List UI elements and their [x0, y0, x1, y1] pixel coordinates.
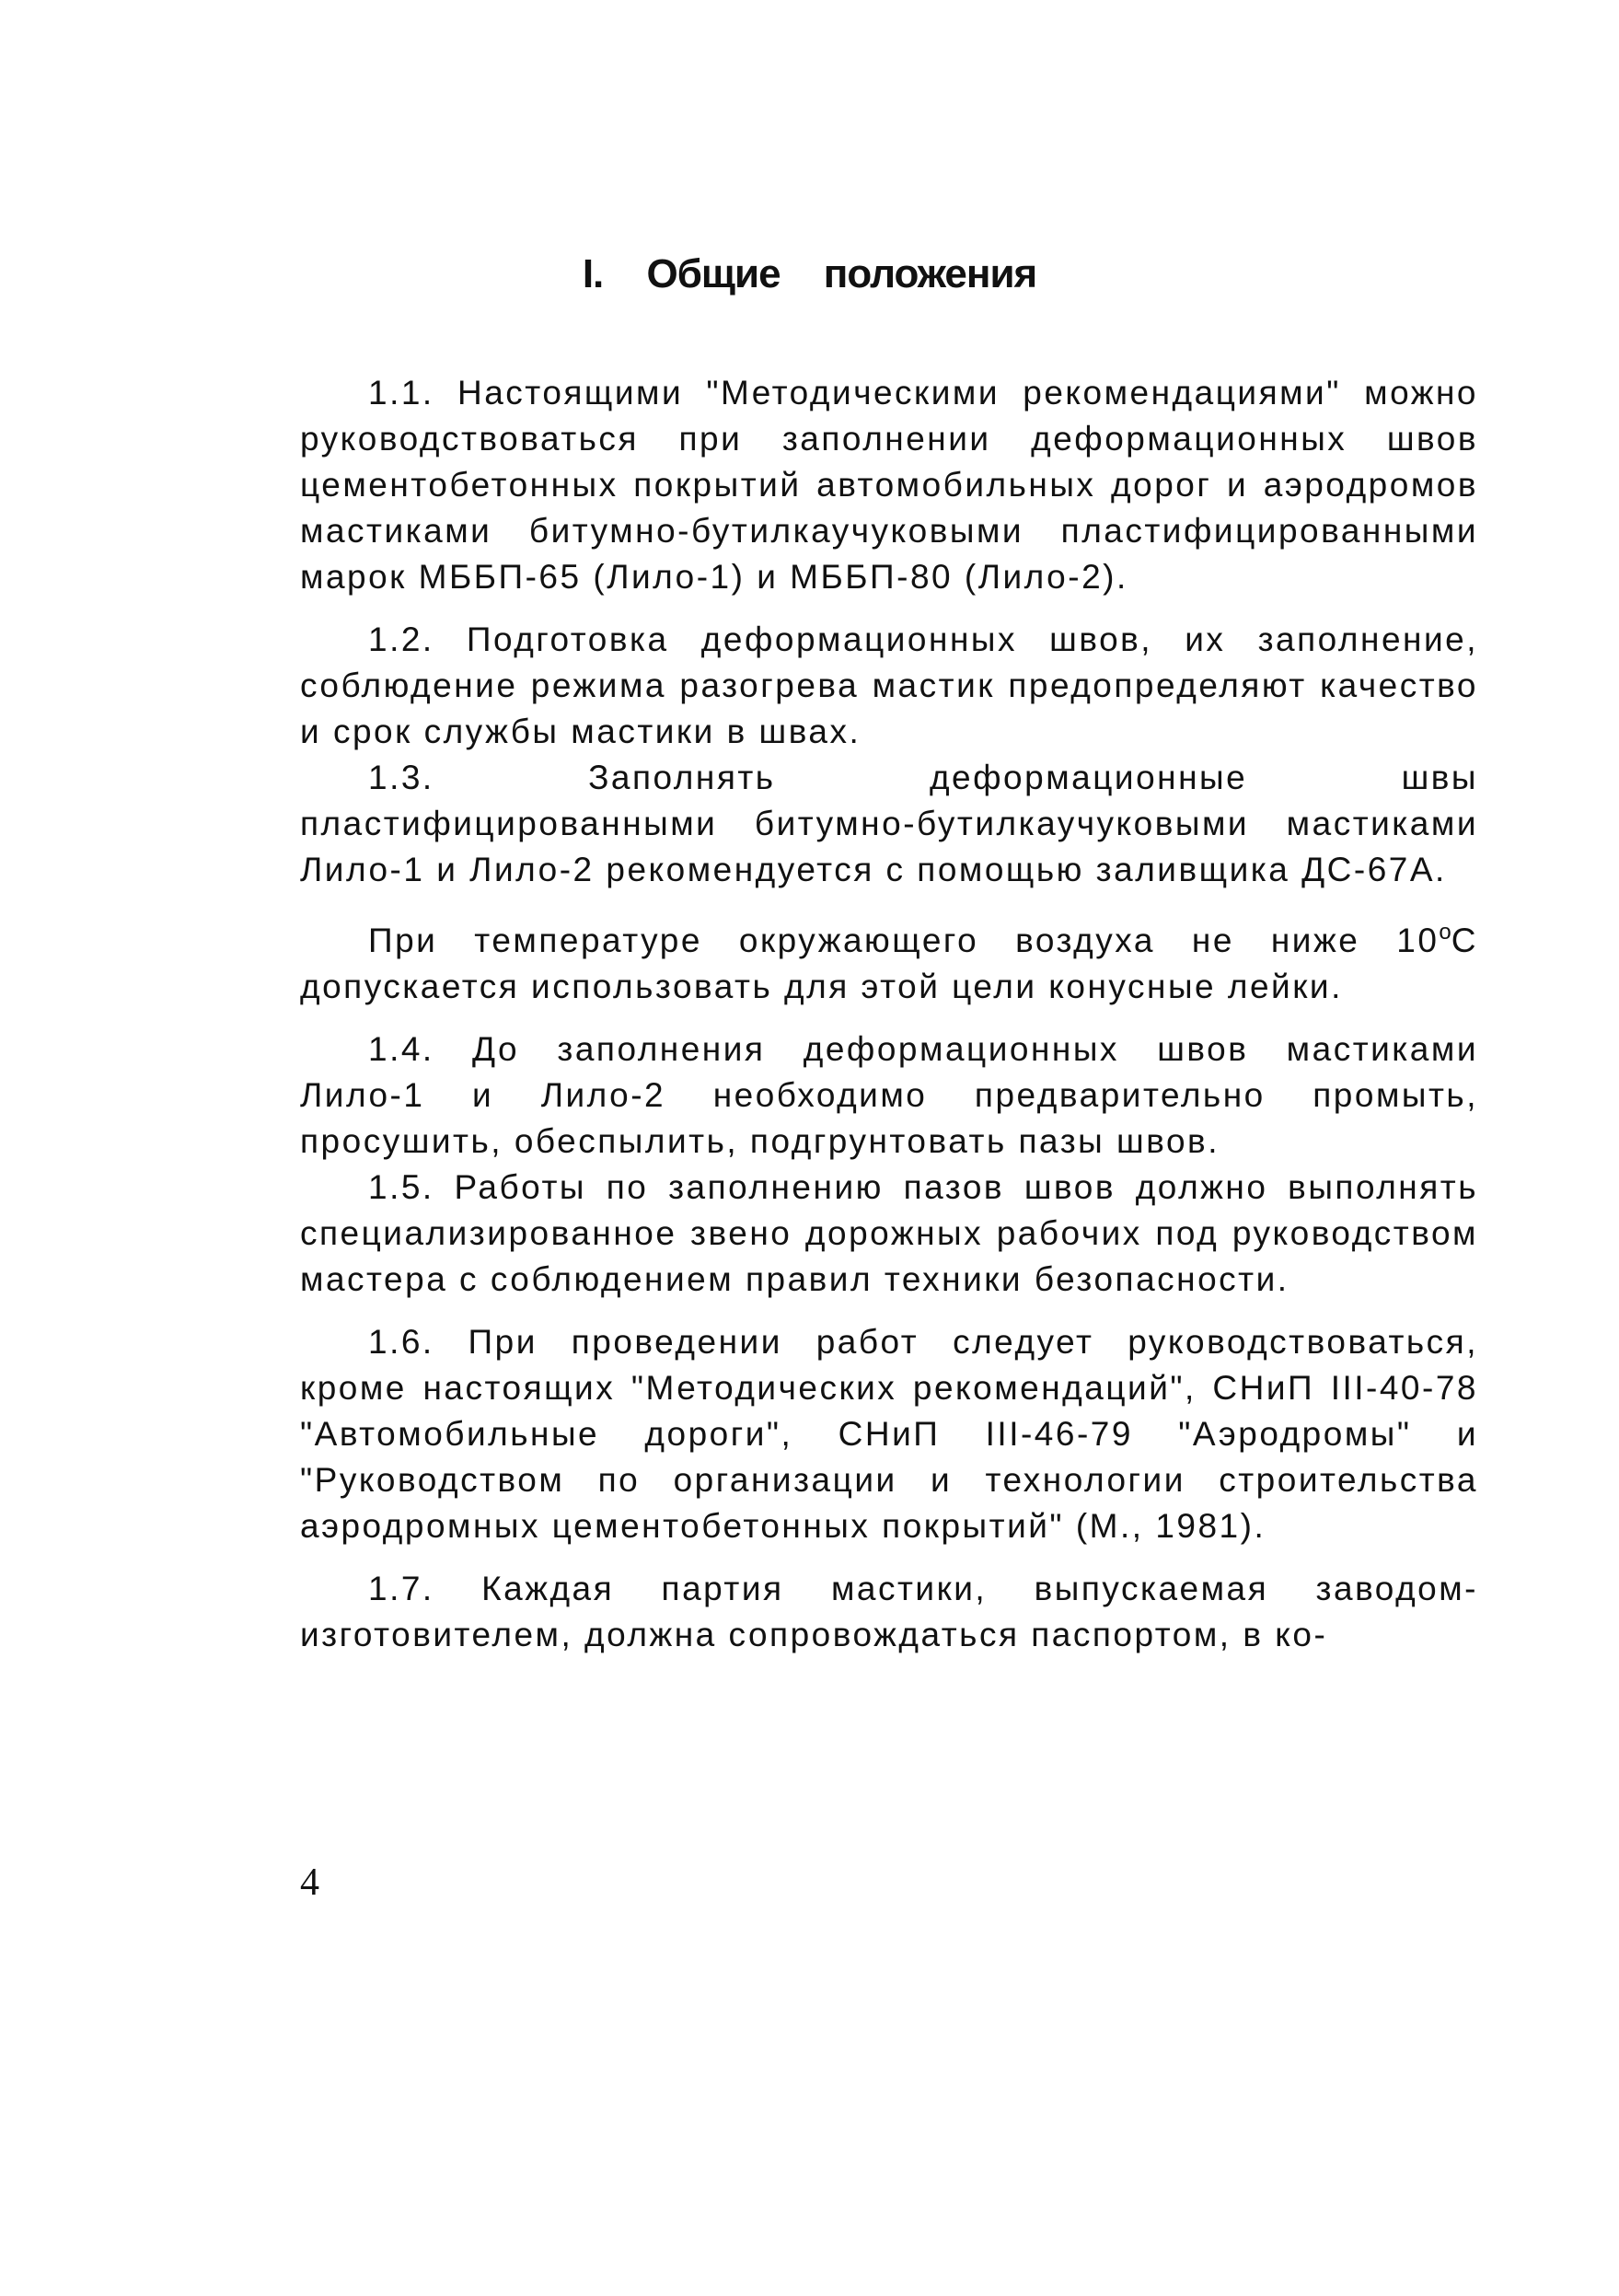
document-body	[300, 370, 1478, 1658]
paragraph-1-2: 1.2. Подготовка деформационных швов, их заполнение, соблюдение режима разогрева мастик предопределяют качество и срок службы мастики в швах.	[300, 620, 1478, 750]
note-text-before: При температуре окружающего воздуха не ниже 10	[368, 922, 1440, 959]
paragraph-1-6: 1.6. При проведении работ следует руководствоваться, кроме настоящих "Методических рекомендаций", СНиП III-40-78 "Автомобильные дороги", СНиП III-46-79 "Аэродромы" и "Руководством по организации и технологии строительства аэродромных цементобетонных покрытий" (М., 1981).	[300, 1323, 1478, 1545]
paragraph-1-4: 1.4. До заполнения деформационных швов мастиками Лило-1 и Лило-2 необходимо предварительно промыть, просушить, обеспылить, подгрунтовать пазы швов.	[300, 1030, 1478, 1160]
paragraph-1-3: 1.3. Заполнять деформационные швы пластифицированными битумно-бутилкаучуковыми мастиками Лило-1 и Лило-2 рекомендуется с помощью заливщика ДС-67А.	[300, 759, 1478, 888]
paragraph-1-3-note	[300, 910, 1478, 1010]
note-text-after: С допускается использовать для этой цели конусные лейки.	[300, 922, 1478, 1005]
paragraph-1-1: 1.1. Настоящими "Методическими рекомендациями" можно руководствоваться при заполнении деформационных швов цементобетонных покрытий автомобильных дорог и аэродромов мастиками битумно-бутилкаучуковыми пластифицированными марок МББП-65 (Лило-1) и МББП-80 (Лило-2).	[300, 374, 1478, 596]
paragraph-1-5: 1.5. Работы по заполнению пазов швов должно выполнять специализированное звено дорожных рабочих под руководством мастера с соблюдением правил техники безопасности.	[300, 1168, 1478, 1298]
section-title: I. Общие положения	[582, 251, 1037, 296]
degree-superscript: o	[1439, 920, 1451, 945]
paragraph-1-7: 1.7. Каждая партия мастики, выпускаемая заводом-изготовителем, должна сопровождаться паспортом, в ко-	[300, 1570, 1478, 1653]
page-number: 4	[300, 1861, 319, 1904]
